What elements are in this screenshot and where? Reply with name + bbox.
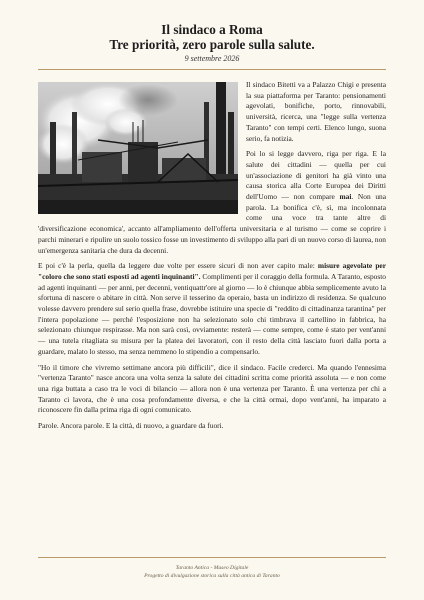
title-line-2: Tre priorità, zero parole sulla salute. — [109, 37, 315, 52]
paragraph-3-emphasis: misure agevolate per "coloro che sono stati esposti ad agenti inquinanti". — [38, 261, 386, 281]
industrial-plant-photo-icon — [38, 82, 238, 214]
paragraph-5: Parole. Ancora parole. E la città, di nuovo, a guardare da fuori. — [38, 421, 224, 431]
paragraph-3 — [38, 261, 386, 357]
paragraph-1: Il sindaco Bitetti va a Palazzo Chigi e presenta la sua piattaforma per Taranto: pensionamenti agevolati, bonifiche, porto, rinnovabili, università, ricerca, una "legge sulla vertenza Taranto" con tempi certi. Elenco lungo, suona serio, fa notizia. — [246, 80, 386, 143]
paragraph-4: "Ho il timore che vivremo settimane ancora più difficili", dice il sindaco. Facile crederci. Ma quando l'ennesima "vertenza Taranto" nasce ancora una volta senza la salute dei cittadini scritta come priorità assoluta — e non come una riga buttata a caso tra le voci di bilancio — allora non è una vertenza per Taranto. È una vertenza per chi a Taranto ci lavora, che è una cosa profondamente diversa, e che la città ormai, dopo vent'anni, ha imparato a riconoscere fin dalla prima riga di ogni comunicato. — [38, 362, 386, 415]
paragraph-2-text-a: Poi lo si legge davvero, riga per riga. E la salute dei cittadini — quella per cui un'associazione di genitori ha già vinto una causa storica alla Corte Europea dei Diritti dell'Uomo — non compare — [246, 149, 386, 202]
header-divider — [38, 69, 386, 70]
title-line-1: Il sindaco a Roma — [161, 22, 263, 37]
page-footer — [38, 557, 386, 580]
footer-line-2: Progetto di divulgazione storica sulla città antica di Taranto — [144, 573, 280, 579]
article-title — [38, 22, 386, 52]
paragraph-3-text-a: E poi c'è la perla, quella da leggere due volte per essere sicuri di non aver capito male: — [38, 261, 318, 271]
article-date: 9 settembre 2026 — [184, 54, 240, 63]
article-body — [38, 80, 386, 432]
paragraph-2-emphasis: mai — [339, 192, 352, 202]
footer-line-1: Taranto Antica - Museo Digitale — [175, 565, 249, 571]
paragraph-3-text-b: Complimenti per il coraggio della formula. A Taranto, esposto ad agenti inquinanti — per anni, per decenni, ventiquattr'ore al giorno — lo è chiunque abbia semplicemente avuto la sfortuna di nascere o abitare in città. Non serve il tesserino da operaio, basta un indirizzo di residenza. Se qualcuno volesse davvero prendere sul serio quella frase, dovrebbe istituire una specie di "reddito di cittadinanza tarantina" per l'intera popolazione — perché l'esposizione non ha selezionato solo chi timbrava il cartellino in fabbrica, ha selezionato chiunque respirasse. Ma non sarà così, ovviamente: resterà — come sempre, come è stato per vent'anni — una tutela ritagliata su misura per la platea dei lavoratori, con il resto della città lasciato fuori dalla porta a guardare, malato lo stesso, ma senza nemmeno lo stipendio a compensarlo. — [38, 271, 386, 356]
paragraph-2-text-b: . Non una parola. La bonifica c'è, sì, ma incolonnata come una voce tra tante altre di 'diversificazione economica', accanto all'ampliamento dell'offerta universitaria e al turismo — come se coprire i parchi minerari e ripulire un suolo tossico fosse un investimento di sviluppo alla pari di un nuovo corso di laurea, non un'emergenza sanitaria che dura da decenni. — [38, 192, 386, 255]
